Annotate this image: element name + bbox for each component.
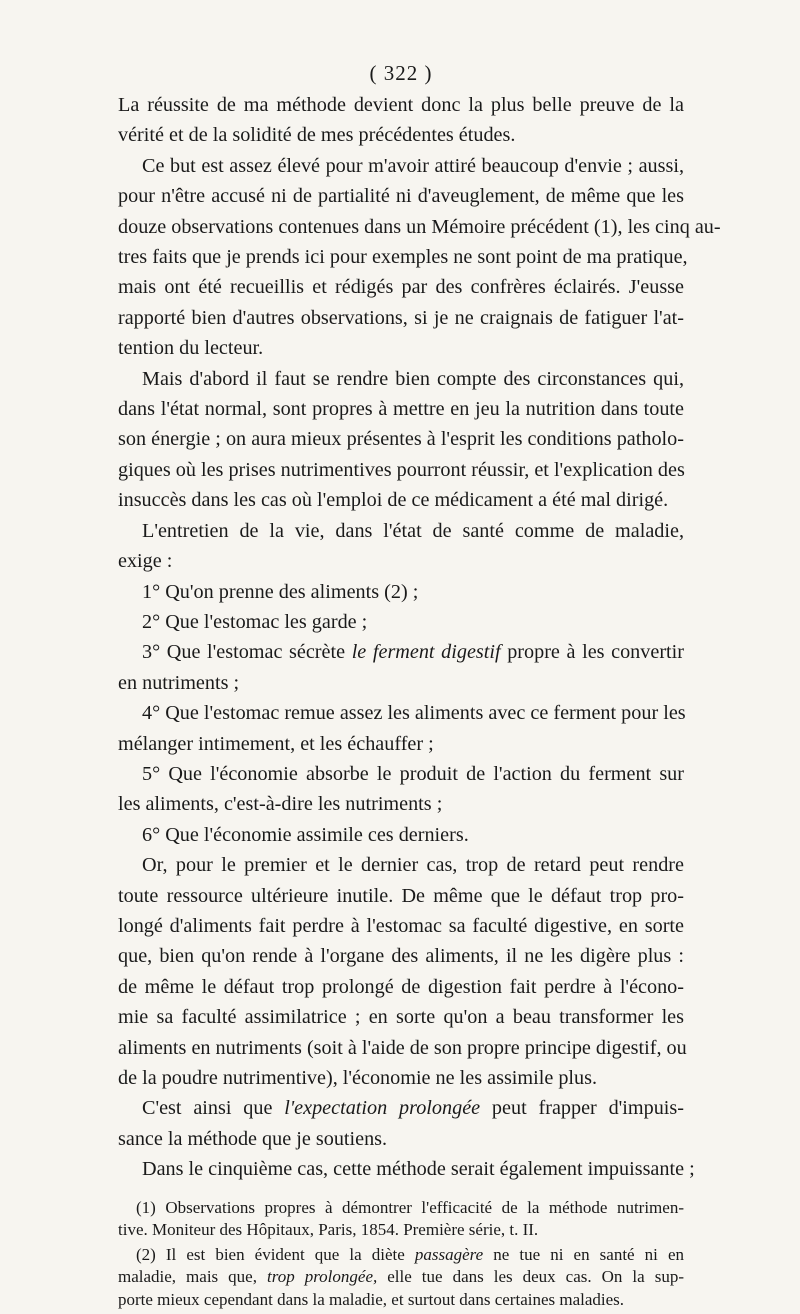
text-line bbox=[118, 1244, 684, 1267]
text-line: La réussite de ma méthode devient donc la plus belle preuve de la bbox=[118, 94, 684, 116]
paragraph-5 bbox=[118, 850, 687, 1093]
paragraph-3 bbox=[118, 364, 684, 516]
text-line: (1) Observations propres à démontrer l'efficacité de la méthode nutrimen- bbox=[136, 1197, 684, 1217]
text-line: 1° Qu'on prenne des aliments (2) ; bbox=[142, 580, 419, 603]
text-line: Mais d'abord il faut se rendre bien compte des circonstances qui, bbox=[142, 367, 684, 390]
text-line: mélanger intimement, et les échauffer ; bbox=[118, 732, 434, 755]
text-line: L'entretien de la vie, dans l'état de santé comme de maladie, bbox=[142, 519, 684, 542]
text-line: dans l'état normal, sont propres à mettre en jeu la nutrition dans toute bbox=[118, 398, 684, 421]
text-line: 5° Que l'économie absorbe le produit de l'action du ferment sur bbox=[142, 762, 684, 785]
text-line: vérité et de la solidité de mes précédentes études. bbox=[118, 124, 516, 147]
text-line: toute ressource ultérieure inutile. De même que le défaut trop pro- bbox=[118, 884, 684, 907]
list-item-1 bbox=[118, 577, 684, 607]
paragraph-1 bbox=[118, 90, 684, 151]
text-line: tention du lecteur. bbox=[118, 337, 264, 360]
italic-text: passagère bbox=[414, 1244, 484, 1264]
text-line: les aliments, c'est-à-dire les nutriments ; bbox=[118, 793, 443, 816]
text-line: pour n'être accusé ni de partialité ni d'aveuglement, de même que les bbox=[118, 185, 684, 208]
text-line: tres faits que je prends ici pour exemples ne sont point de ma pratique, bbox=[118, 246, 688, 269]
list-item-2 bbox=[118, 607, 684, 637]
paragraph-7 bbox=[118, 1154, 695, 1184]
footnote-2 bbox=[118, 1244, 684, 1312]
text-line bbox=[118, 1266, 684, 1289]
text-line: porte mieux cependant dans la maladie, et surtout dans certaines maladies. bbox=[118, 1290, 625, 1309]
book-page bbox=[118, 58, 721, 1314]
text-line: que, bien qu'on rende à l'organe des aliments, il ne les digère plus : bbox=[118, 945, 684, 968]
text-run: propre à les convertir bbox=[500, 641, 684, 664]
text-run: 3° Que l'estomac sécrète bbox=[142, 641, 352, 664]
text-line bbox=[118, 1093, 684, 1123]
text-run: elle tue dans les deux cas. On la sup- bbox=[377, 1267, 684, 1287]
text-line: 6° Que l'économie assimile ces derniers. bbox=[142, 823, 469, 846]
text-line bbox=[118, 637, 684, 667]
list-item-3 bbox=[118, 637, 684, 698]
text-line: rapporté bien d'autres observations, si je ne craignais de fatiguer l'at- bbox=[118, 306, 684, 329]
italic-text: trop prolongée, bbox=[266, 1267, 378, 1287]
text-line: exige : bbox=[118, 550, 173, 573]
text-line: insuccès dans les cas où l'emploi de ce médicament a été mal dirigé. bbox=[118, 489, 669, 512]
text-line: de la poudre nutrimentive), l'économie ne les assimile plus. bbox=[118, 1067, 598, 1089]
text-run: peut frapper d'impuis- bbox=[480, 1097, 684, 1120]
text-run: maladie, mais que, bbox=[118, 1267, 267, 1287]
text-line: 2° Que l'estomac les garde ; bbox=[142, 610, 368, 633]
list-item-5 bbox=[118, 759, 684, 820]
text-line: Ce but est assez élevé pour m'avoir attiré beaucoup d'envie ; aussi, bbox=[142, 154, 684, 177]
text-line: longé d'aliments fait perdre à l'estomac sa faculté digestive, en sorte bbox=[118, 914, 684, 937]
text-line: aliments en nutriments (soit à l'aide de son propre principe digestif, ou bbox=[118, 1036, 687, 1059]
list-item-4 bbox=[118, 698, 684, 759]
text-line: sance la méthode que je soutiens. bbox=[118, 1127, 388, 1150]
text-line: en nutriments ; bbox=[118, 671, 240, 694]
text-line: Or, pour le premier et le dernier cas, trop de retard peut rendre bbox=[142, 854, 684, 877]
text-line: son énergie ; on aura mieux présentes à l'esprit les conditions patholo- bbox=[118, 428, 684, 451]
text-run: C'est ainsi que bbox=[142, 1097, 285, 1120]
italic-text: l'expectation prolongée bbox=[284, 1097, 481, 1120]
text-line: Dans le cinquième cas, cette méthode serait également impuissante ; bbox=[142, 1158, 695, 1181]
text-line: de même le défaut trop prolongé de digestion fait perdre à l'écono- bbox=[118, 975, 684, 998]
text-line: mais ont été recueillis et rédigés par des confrères éclairés. J'eusse bbox=[118, 276, 684, 299]
text-line: mie sa faculté assimilatrice ; en sorte qu'on a beau transformer les bbox=[118, 1006, 684, 1029]
text-line: 4° Que l'estomac remue assez les aliments avec ce ferment pour les bbox=[142, 702, 686, 725]
paragraph-6 bbox=[118, 1093, 684, 1154]
text-line: giques où les prises nutrimentives pourront réussir, et l'explication des bbox=[118, 458, 685, 481]
italic-text: le ferment digestif bbox=[351, 641, 501, 664]
footnote-1 bbox=[118, 1197, 684, 1242]
text-line: douze observations contenues dans un Mémoire précédent (1), les cinq au- bbox=[118, 215, 721, 238]
paragraph-4 bbox=[118, 516, 684, 577]
text-run: ne tue ni en santé ni en bbox=[483, 1244, 685, 1264]
page-number: ( 322 ) bbox=[369, 61, 433, 85]
paragraph-2 bbox=[118, 151, 721, 364]
list-item-6 bbox=[118, 820, 684, 850]
footnotes bbox=[118, 1197, 684, 1312]
text-run: (2) Il est bien évident que la diète bbox=[136, 1244, 415, 1264]
text-line: tive. Moniteur des Hôpitaux, Paris, 1854. Première série, t. II. bbox=[118, 1220, 539, 1240]
